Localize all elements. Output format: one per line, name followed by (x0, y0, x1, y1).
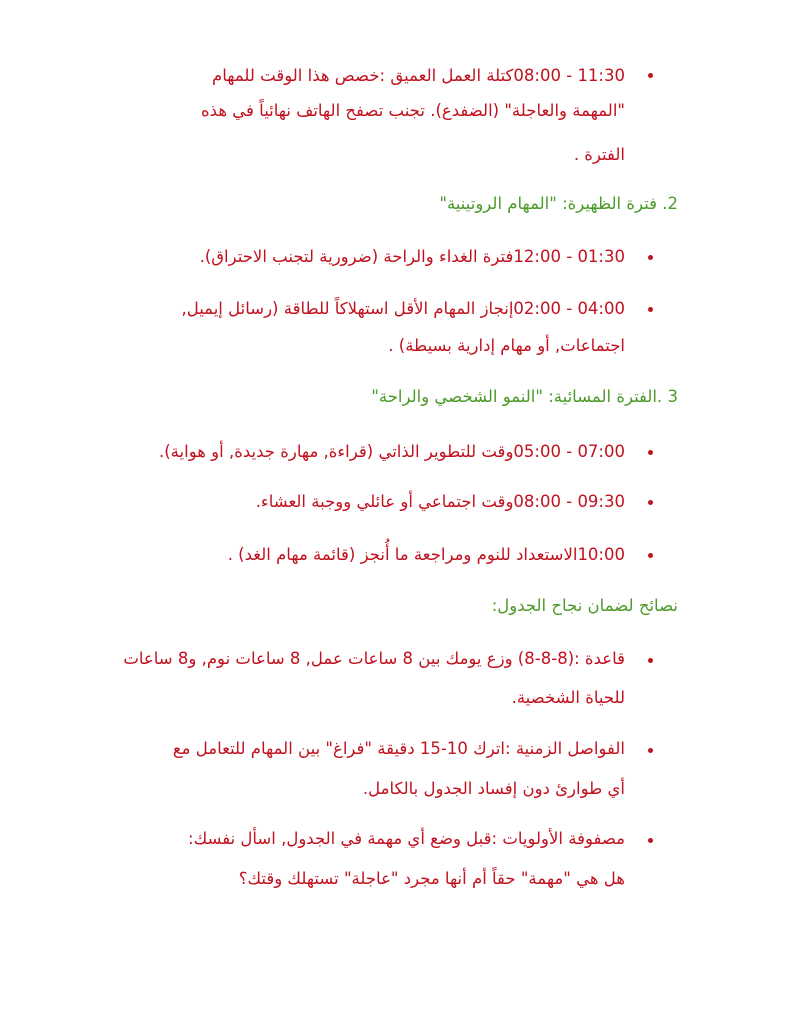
list-bullet (648, 748, 653, 753)
list-bullet (648, 73, 653, 78)
list-bullet (648, 500, 653, 505)
list-item-line: 07:00 - 05:00وقت للتطوير الذاتي (قراءة, مهارة جديدة, أو هواية). (158, 442, 625, 461)
list-bullet (648, 838, 653, 843)
list-item-line: قاعدة :(8-8-8) وزع يومك بين 8 ساعات عمل, 8 ساعات نوم, و8 ساعات (123, 649, 625, 668)
list-item-line: الفترة . (573, 145, 625, 164)
list-item-line: هل هي "مهمة" حقاً أم أنها مجرد "عاجلة" تستهلك وقتك؟ (238, 869, 625, 888)
list-item-line: أي طوارئ دون إفساد الجدول بالكامل. (362, 779, 625, 798)
list-item-line: 11:30 - 08:00كتلة العمل العميق :خصص هذا الوقت للمهام (212, 66, 625, 85)
list-item-line: 04:00 - 02:00إنجاز المهام الأقل استهلاكاً للطاقة (رسائل إيميل, (181, 299, 625, 318)
list-item-line: "المهمة والعاجلة" (الضفدع). تجنب تصفح الهاتف نهائياً في هذه (201, 101, 625, 120)
list-bullet (648, 658, 653, 663)
list-item-line: مصفوفة الأولويات :قبل وضع أي مهمة في الجدول, اسأل نفسك: (188, 829, 625, 848)
list-item-line: الفواصل الزمنية :اترك 10-15 دقيقة "فراغ" بين المهام للتعامل مع (172, 739, 625, 758)
list-bullet (648, 255, 653, 260)
list-item-line: 09:30 - 08:00وقت اجتماعي أو عائلي ووجبة العشاء. (255, 492, 625, 511)
list-bullet (648, 307, 653, 312)
section-heading-afternoon: 2. فترة الظهيرة: "المهام الروتينية" (439, 194, 678, 213)
list-item-line: 01:30 - 12:00فترة الغداء والراحة (ضرورية لتجنب الاحتراق). (199, 247, 625, 266)
list-bullet (648, 553, 653, 558)
section-heading-evening: 3 .الفترة المسائية: "النمو الشخصي والراحة" (371, 387, 678, 406)
section-heading-tips: نصائح لضمان نجاح الجدول: (491, 596, 678, 615)
list-item-line: للحياة الشخصية. (511, 688, 625, 707)
list-item-line: اجتماعات, أو مهام إدارية بسيطة) . (388, 336, 625, 355)
list-bullet (648, 450, 653, 455)
list-item-line: 10:00الاستعداد للنوم ومراجعة ما أُنجز (قائمة مهام الغد) . (227, 545, 625, 564)
